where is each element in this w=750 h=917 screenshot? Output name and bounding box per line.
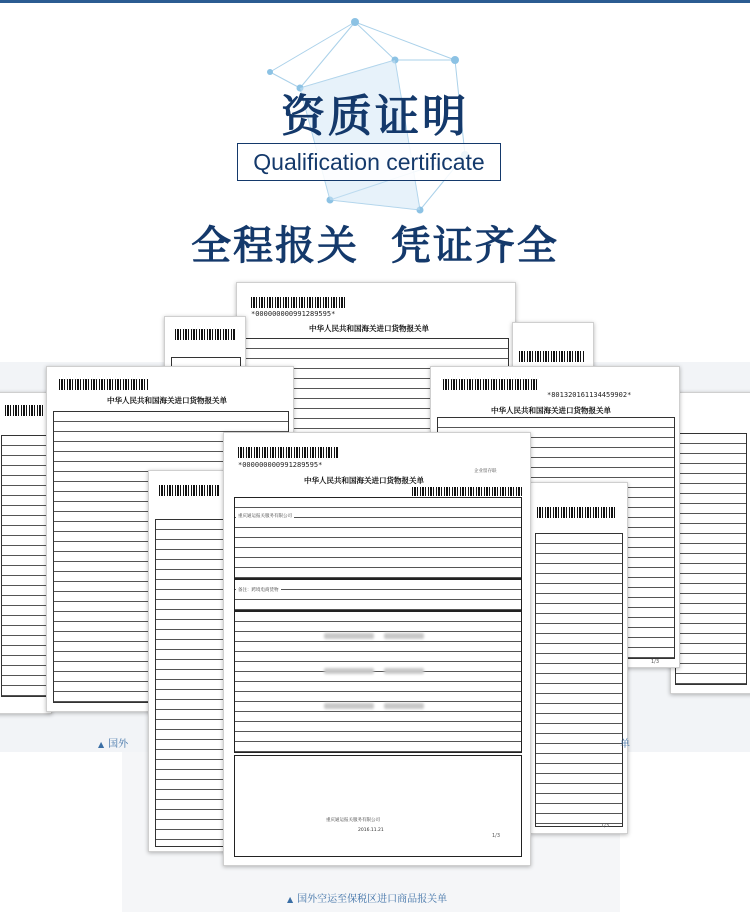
documents-collage bbox=[0, 282, 750, 917]
document-sheet-right: *801320161134459902* 中华人民共和国海关进口货物报关单 1/3 bbox=[430, 366, 680, 668]
document-sheet bbox=[148, 470, 232, 852]
document-sheet: 1/3 bbox=[530, 482, 628, 834]
caption-left: ▲ 国外 bbox=[98, 739, 129, 750]
slogan: 全程报关 凭证齐全 bbox=[191, 223, 559, 269]
triangle-icon: ▲ bbox=[98, 740, 105, 749]
document-sheet-back: *000000000991289595* 中华人民共和国海关进口货物报关单 bbox=[236, 282, 516, 504]
document-sheet bbox=[670, 392, 750, 694]
caption-main: ▲ 国外空运至保税区进口商品报关单 bbox=[287, 894, 448, 905]
page-subtitle: Qualification certificate bbox=[237, 143, 501, 181]
form-title: 中华人民共和国海关进口货物报关单 bbox=[304, 476, 424, 485]
triangle-icon: ▲ bbox=[287, 895, 294, 904]
document-sheet bbox=[0, 392, 52, 714]
document-sheet-main: *000000000991289595* 企业留存联 中华人民共和国海关进口货物报关单 重庆通运报关服务有限公司 备注：跨境电商货物 重庆通运报关服务有限公司 2016.11.21 1/3 bbox=[223, 432, 531, 866]
page-title: 资质证明 bbox=[281, 91, 469, 142]
document-sheet-left: 中华人民共和国海关进口货物报关单 bbox=[46, 366, 294, 712]
caption-right: 单 bbox=[620, 739, 630, 750]
